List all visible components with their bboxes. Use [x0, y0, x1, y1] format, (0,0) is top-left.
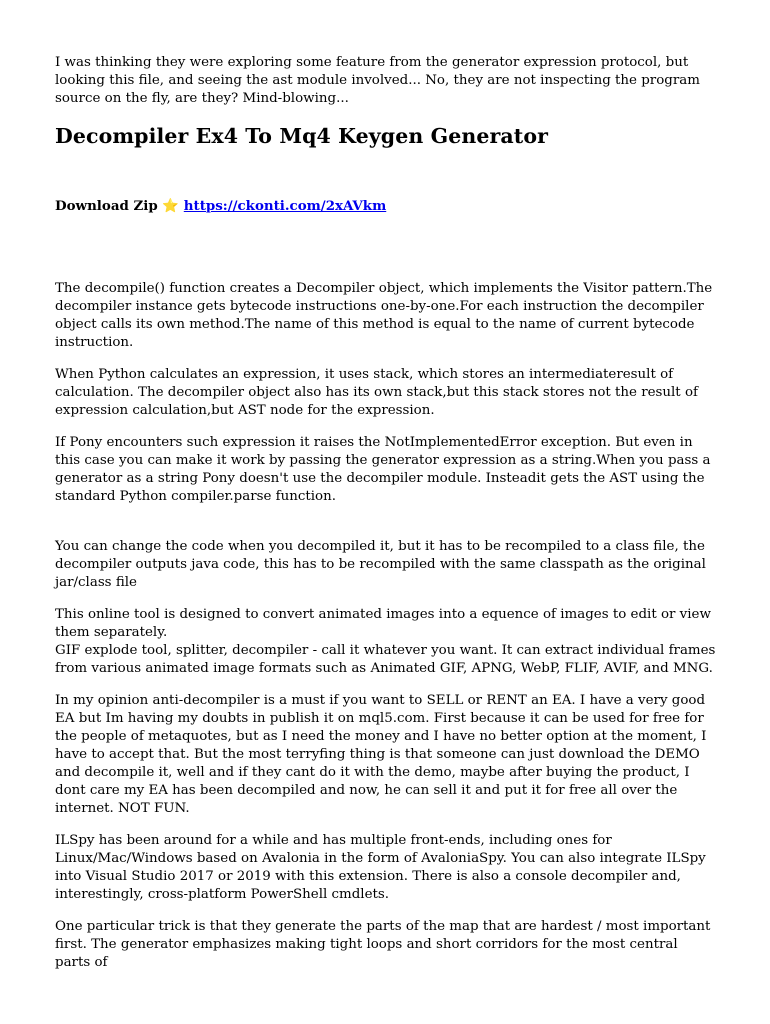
body-paragraph: You can change the code when you decompiled it, but it has to be recompiled to a class file, the decompiler outputs java code, this has to be recompiled with the same classpath as the original jar/class file — [55, 539, 706, 590]
body-paragraph: This online tool is designed to convert animated images into a equence of images to edit or view them separately. — [55, 607, 711, 640]
body-paragraph: One particular trick is that they generate the parts of the map that are hardest / most important first. The generator emphasizes making tight loops and short corridors for the most central parts of — [55, 919, 711, 970]
body-paragraph: If Pony encounters such expression it raises the NotImplementedError exception. But even in this case you can make it work by passing the generator expression as a string.When you pass a generator as a string Pony doesn't use the decompiler module. Insteadit gets the AST using the standard Python compiler.parse function. — [55, 435, 711, 504]
body-paragraph: The decompile() function creates a Decompiler object, which implements the Visitor pattern.The decompiler instance gets bytecode instructions one-by-one.For each instruction the decompiler object calls its own method.The name of this method is equal to the name of current bytecode instruction. — [55, 281, 713, 350]
document-page — [55, 54, 717, 986]
body-paragraph: ILSpy has been around for a while and has multiple front-ends, including ones for Linux/Mac/Windows based on Avalonia in the form of AvaloniaSpy. You can also integrate ILSpy into Visual Studio 2017 or 2019 with this extension. There is also a console decompiler and, interestingly, cross-platform PowerShell cmdlets. — [55, 833, 706, 902]
download-line — [55, 197, 717, 216]
page-title: Decompiler Ex4 To Mq4 Keygen Generator — [55, 124, 549, 148]
body-paragraph: When Python calculates an expression, it uses stack, which stores an intermediateresult of calculation. The decompiler object also has its own stack,but this stack stores not the result of expression calculation,but AST node for the expression. — [55, 367, 698, 418]
download-label: Download Zip — [55, 198, 163, 214]
intro-paragraph: I was thinking they were exploring some feature from the generator expression protocol, but looking this file, and seeing the ast module involved... No, they are not inspecting the program source on the fly, are they? Mind-blowing... — [55, 55, 700, 106]
body-paragraph: In my opinion anti-decompiler is a must if you want to SELL or RENT an EA. I have a very good EA but Im having my doubts in publish it on mql5.com. First because it can be used for free for the people of metaquotes, but as I need the money and I have no better option at the moment, I have to accept that. But the most terryfing thing is that someone can just download the DEMO and decompile it, well and if they cant do it with the demo, maybe after buying the product, I dont care my EA has been decompiled and now, he can sell it and put it for free all over the internet. NOT FUN. — [55, 693, 707, 816]
download-link[interactable]: https://ckonti.com/2xAVkm — [183, 198, 387, 214]
body-paragraph: GIF explode tool, splitter, decompiler - call it whatever you want. It can extract individual frames from various animated image formats such as Animated GIF, APNG, WebP, FLIF, AVIF, and MNG. — [55, 643, 716, 676]
download-arrow-icon: ⭐ — [162, 199, 180, 214]
